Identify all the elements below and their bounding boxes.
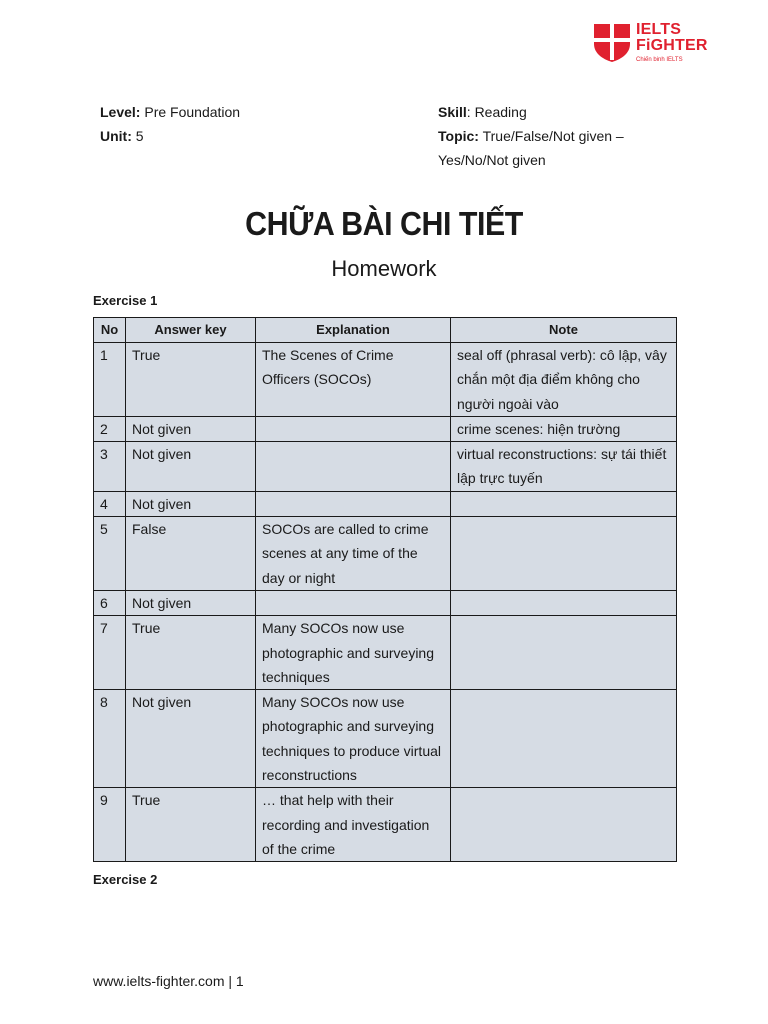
topic-line: [438, 124, 648, 172]
shield-logo-icon: [592, 22, 632, 62]
cell-explanation: [256, 590, 451, 615]
cell-no: 1: [94, 343, 126, 417]
header-explanation: Explanation: [256, 318, 451, 343]
table-row: [94, 616, 677, 690]
cell-explanation: SOCOs are called to crime scenes at any time of the day or night: [256, 517, 451, 591]
cell-note: [451, 590, 677, 615]
cell-note: virtual reconstructions: sự tái thiết lập trực tuyến: [451, 442, 677, 492]
header-note: Note: [451, 318, 677, 343]
cell-answer: False: [126, 517, 256, 591]
level-line: [100, 100, 240, 124]
cell-no: 6: [94, 590, 126, 615]
table-row: [94, 491, 677, 516]
unit-label: Unit:: [100, 128, 132, 144]
cell-answer: Not given: [126, 491, 256, 516]
level-value: Pre Foundation: [144, 104, 241, 120]
logo-line-2: FiGHTER: [636, 37, 708, 54]
cell-note: crime scenes: hiện trường: [451, 416, 677, 441]
cell-explanation: The Scenes of Crime Officers (SOCOs): [256, 343, 451, 417]
unit-value: 5: [135, 128, 144, 144]
cell-no: 2: [94, 416, 126, 441]
cell-answer: True: [126, 788, 256, 862]
meta-left: [100, 100, 240, 148]
cell-explanation: … that help with their recording and investigation of the crime: [256, 788, 451, 862]
table-row: [94, 442, 677, 492]
logo-tagline: Chiến binh IELTS: [636, 57, 683, 63]
table-row: [94, 590, 677, 615]
cell-no: 5: [94, 517, 126, 591]
unit-line: [100, 124, 240, 148]
cell-note: [451, 616, 677, 690]
cell-no: 8: [94, 690, 126, 788]
cell-explanation: [256, 491, 451, 516]
table-row: [94, 690, 677, 788]
exercise-1-label: Exercise 1: [93, 293, 158, 308]
cell-answer: Not given: [126, 690, 256, 788]
cell-note: [451, 690, 677, 788]
logo-line-1: IELTS: [636, 21, 682, 38]
meta-right: [438, 100, 648, 172]
cell-answer: Not given: [126, 442, 256, 492]
cell-explanation: [256, 416, 451, 441]
ielts-fighter-logo: [592, 22, 728, 66]
cell-no: 7: [94, 616, 126, 690]
table-header-row: [94, 318, 677, 343]
cell-note: seal off (phrasal verb): cô lập, vây chắn một địa điểm không cho người ngoài vào: [451, 343, 677, 417]
logo-wordmark: [636, 22, 708, 54]
exercise-2-label: Exercise 2: [93, 872, 158, 887]
page-title: CHỮA BÀI CHI TIẾT: [245, 205, 523, 242]
cell-no: 9: [94, 788, 126, 862]
cell-explanation: [256, 442, 451, 492]
page-footer: www.ielts-fighter.com | 1: [93, 973, 244, 989]
topic-label: Topic:: [438, 128, 479, 144]
cell-explanation: Many SOCOs now use photographic and surveying techniques to produce virtual reconstructions: [256, 690, 451, 788]
cell-answer: True: [126, 343, 256, 417]
cell-note: [451, 788, 677, 862]
skill-line: [438, 100, 648, 124]
cell-no: 4: [94, 491, 126, 516]
answer-table: [93, 317, 677, 862]
table-row: [94, 788, 677, 862]
skill-value: : Reading: [466, 104, 527, 120]
cell-note: [451, 491, 677, 516]
table-row: [94, 416, 677, 441]
cell-no: 3: [94, 442, 126, 492]
table-row: [94, 517, 677, 591]
page-subtitle: Homework: [331, 256, 437, 281]
table-row: [94, 343, 677, 417]
header-answer-key: Answer key: [126, 318, 256, 343]
level-label: Level:: [100, 104, 141, 120]
topic-value: True/False/Not given – Yes/No/Not given: [438, 128, 624, 168]
skill-label: Skill: [438, 104, 467, 120]
cell-note: [451, 517, 677, 591]
cell-explanation: Many SOCOs now use photographic and surveying techniques: [256, 616, 451, 690]
cell-answer: Not given: [126, 416, 256, 441]
cell-answer: Not given: [126, 590, 256, 615]
header-no: No: [94, 318, 126, 343]
cell-answer: True: [126, 616, 256, 690]
